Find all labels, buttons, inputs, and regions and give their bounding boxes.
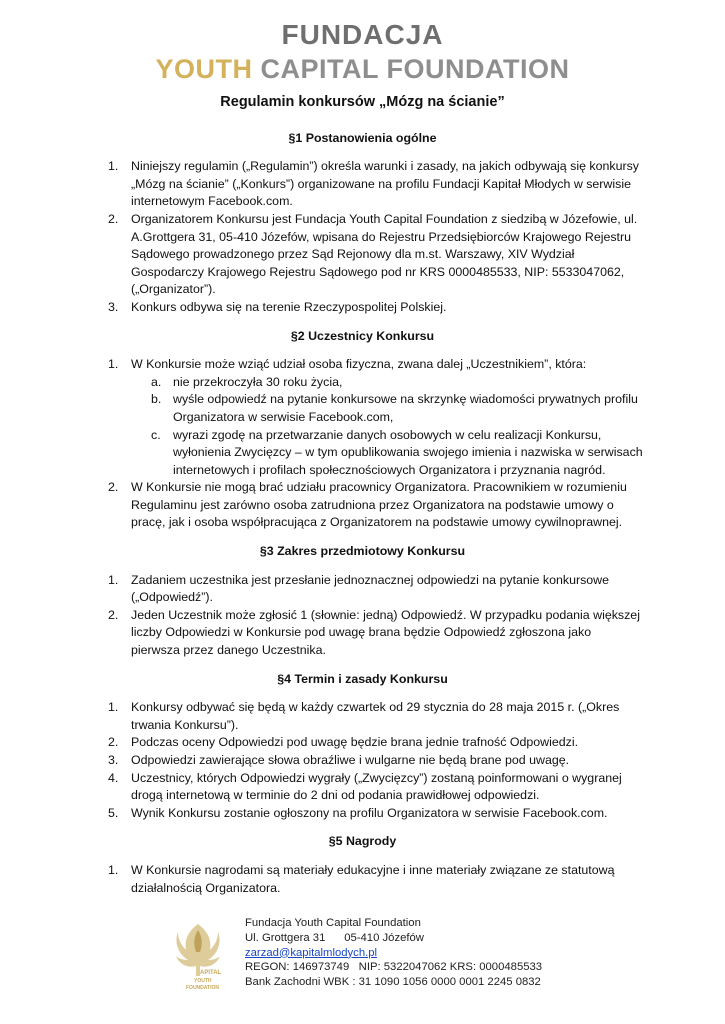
section-heading: §5 Nagrody — [328, 834, 397, 849]
logo-youth: YOUTH — [155, 54, 253, 84]
list-item-number: 2. — [108, 480, 119, 495]
numbered-list — [0, 862, 725, 897]
list-item-text: Niniejszy regulamin („Regulamin”) określa warunki i zasady, na jakich odbywają się konkursy „Mózg na ścianie” („Konkurs”) organizowane na profilu Fundacji Kapitał Młodych w serwisie internetowym Facebook.com. — [131, 159, 639, 209]
numbered-list — [0, 572, 725, 660]
footer — [0, 916, 725, 1016]
list-item — [0, 699, 725, 734]
list-item — [0, 299, 725, 317]
list-item-text: Organizatorem Konkursu jest Fundacja Youth Capital Foundation z siedzibą w Józefowie, ul. A.Grottgera 31, 05-410 Józefów, wpisana do Rejestru Przedsiębiorców Krajowego Rejestru Sądowego prowadzonego przez Sąd Rejonowy dla m.st. Warszawy, XIV Wydział Gospodarczy Krajowego Rejestru Sądowego pod nr KRS 0000485533, NIP: 5533047062, („Organizator”). — [131, 211, 638, 297]
sub-list-item — [131, 391, 643, 426]
footer-address: Ul. Grottgera 31 05-410 Józefów — [245, 931, 424, 944]
sub-item-letter: b. — [151, 392, 162, 407]
foundation-logo — [0, 20, 725, 84]
emblem-text-capital: APITAL — [200, 970, 222, 976]
list-item-number: 2. — [108, 607, 119, 622]
list-item-number: 1. — [108, 159, 119, 174]
list-item — [0, 479, 725, 532]
list-item-text: Uczestnicy, których Odpowiedzi wygrały („Zwycięzcy”) zostaną poinformowani o wygranej drogą internetową w terminie do 2 dni od podania prawidłowej odpowiedzi. — [131, 770, 622, 803]
list-item-number: 5. — [108, 805, 119, 820]
sub-list-item — [131, 427, 643, 480]
section-heading: §1 Postanowienia ogólne — [288, 130, 437, 145]
section-heading: §4 Termin i zasady Konkursu — [277, 671, 448, 686]
list-item — [0, 158, 725, 211]
list-item — [0, 734, 725, 752]
list-item-text: Podczas oceny Odpowiedzi pod uwagę będzie brana jednie trafność Odpowiedzi. — [131, 735, 579, 750]
document-body — [0, 94, 725, 908]
section-heading: §2 Uczestnicy Konkursu — [290, 328, 435, 343]
footer-name: Fundacja Youth Capital Foundation — [245, 917, 421, 929]
list-item — [0, 770, 725, 805]
list-item-text: Jeden Uczestnik może zgłosić 1 (słownie: jedną) Odpowiedź. W przypadku podania większej liczby Odpowiedzi w Konkursie pod uwagę brana będzie Odpowiedź zgłoszona jako pierwsza przez danego Uczestnika. — [131, 607, 640, 658]
list-item-number: 4. — [108, 770, 119, 785]
list-item-number: 2. — [108, 735, 119, 750]
list-item — [0, 607, 725, 660]
list-item-number: 3. — [108, 299, 119, 314]
list-item-text: W Konkursie nagrodami są materiały edukacyjne i inne materiały związane ze statutową działalnością Organizatora. — [131, 862, 615, 895]
sub-item-letter: a. — [151, 374, 162, 389]
numbered-list — [0, 158, 725, 316]
logo-line-fundacja: FUNDACJA — [281, 19, 444, 50]
list-item-text: Konkursy odbywać się będą w każdy czwartek od 29 stycznia do 28 maja 2015 r. („Okres trwania Konkursu”). — [131, 700, 620, 732]
sub-item-text: wyśle odpowiedź na pytanie konkursowe na skrzynkę wiadomości prywatnych profilu Organizatora w serwisie Facebook.com, — [173, 392, 638, 424]
sub-list — [131, 374, 643, 480]
list-item — [0, 862, 725, 897]
list-item — [0, 572, 725, 607]
logo-capital-foundation: CAPITAL FOUNDATION — [260, 54, 570, 84]
sub-list-item — [131, 374, 643, 392]
sections-container — [0, 130, 725, 898]
footer-registry: REGON: 146973749 NIP: 5322047062 KRS: 0000485533 — [245, 961, 543, 974]
numbered-list — [0, 699, 725, 822]
logo-line-youth-capital — [0, 54, 725, 84]
list-item-number: 2. — [108, 211, 119, 226]
footer-bank: Bank Zachodni WBK : 31 1090 1056 0000 0001 2245 0832 — [245, 976, 541, 989]
document-title: Regulamin konkursów „Mózg na ścianie” — [220, 94, 505, 110]
list-item-text: Zadaniem uczestnika jest przesłanie jednoznacznej odpowiedzi na pytanie konkursowe („Odpowiedź”). — [131, 572, 610, 605]
sub-item-letter: c. — [151, 427, 161, 442]
list-item-number: 1. — [108, 700, 119, 715]
list-item-text: W Konkursie może wziąć udział osoba fizyczna, zwana dalej „Uczestnikiem”, która: — [131, 357, 587, 372]
list-item-text: Wynik Konkursu zostanie ogłoszony na profilu Organizatora w serwisie Facebook.com. — [131, 805, 608, 820]
list-item — [0, 805, 725, 823]
list-item-number: 1. — [108, 357, 119, 372]
list-item-text: Konkurs odbywa się na terenie Rzeczypospolitej Polskiej. — [131, 299, 447, 314]
footer-email-link[interactable]: zarzad@kapitalmlodych.pl — [245, 946, 378, 959]
numbered-list — [0, 356, 725, 532]
list-item — [0, 752, 725, 770]
sub-item-text: wyrazi zgodę na przetwarzanie danych osobowych w celu realizacji Konkursu, wyłonienia Zwycięzcy – w tym opublikowania swojego imienia i nazwiska w serwisach internetowych i profilach społecznościowych Organizatora i przyznania nagród. — [173, 427, 643, 477]
list-item-number: 1. — [108, 572, 119, 587]
emblem-text-youth: YOUTH — [194, 978, 212, 984]
list-item-text: W Konkursie nie mogą brać udziału pracownicy Organizatora. Pracownikiem w rozumieniu Regulaminu jest zarówno osoba zatrudniona przez Organizatora na podstawie umowy o pracę, jak i osoba współpracująca z Organizatorem na podstawie umowy cywilnoprawnej. — [131, 480, 627, 530]
footer-contact — [245, 916, 542, 990]
sub-item-text: nie przekroczyła 30 roku życia, — [173, 374, 343, 389]
list-item-text: Odpowiedzi zawierające słowa obraźliwe i wulgarne nie będą brane pod uwagę. — [131, 753, 570, 767]
list-item-number: 3. — [108, 753, 119, 767]
list-item-number: 1. — [108, 862, 119, 877]
section-heading: §3 Zakres przedmiotowy Konkursu — [259, 544, 466, 559]
list-item — [0, 356, 725, 479]
emblem-text-foundation: FOUNDATION — [186, 985, 219, 991]
foundation-emblem-icon — [172, 916, 224, 996]
list-item — [0, 211, 725, 299]
